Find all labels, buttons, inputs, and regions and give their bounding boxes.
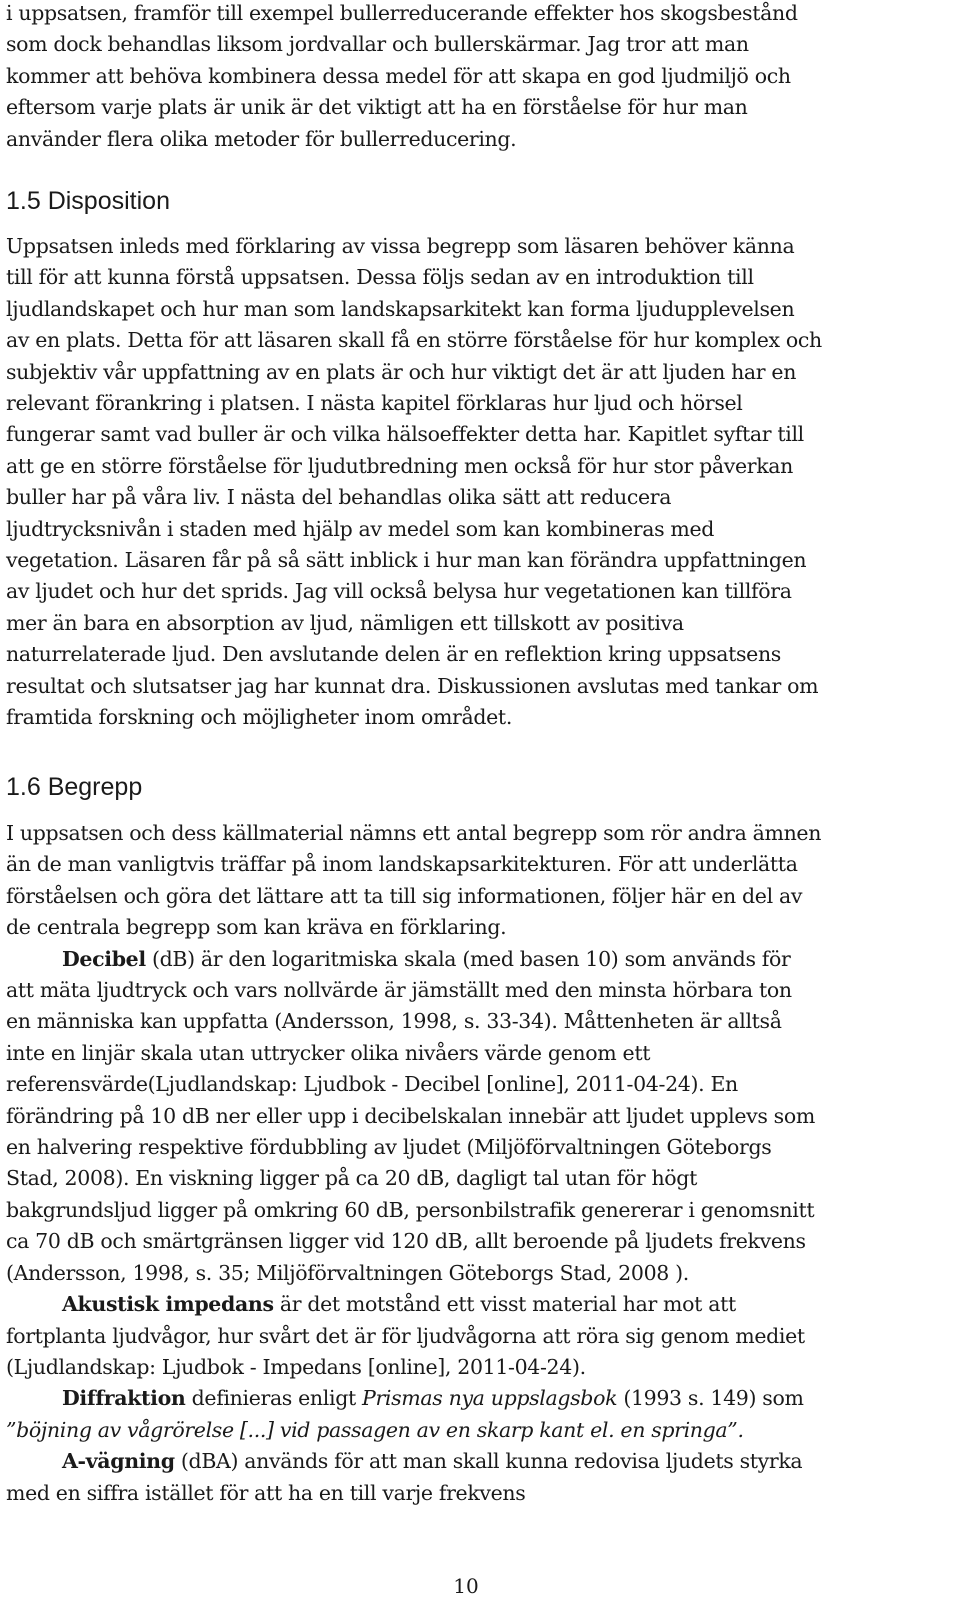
text-line: Uppsatsen inleds med förklaring av vissa begrepp som läsaren behöver känna xyxy=(6,234,795,258)
text-line: subjektiv vår uppfattning av en plats är och hur viktigt det är att ljuden har en xyxy=(6,359,797,384)
definition-decibel xyxy=(6,944,946,975)
text-line: ca 70 dB och smärtgränsen ligger vid 120 dB, allt beroende på ljudets frekvens xyxy=(6,1229,806,1254)
begrepp-section xyxy=(6,818,946,1509)
text-line: en människa kan uppfatta (Andersson, 1998, s. 33-34). Måttenheten är alltså xyxy=(6,1009,782,1034)
text-line: inte en linjär skala utan uttrycker olika nivåers värde genom ett xyxy=(6,1040,651,1065)
text-line: framtida forskning och möjligheter inom området. xyxy=(6,705,512,730)
text-line: fungerar samt vad buller är och vilka hälsoeffekter detta har. Kapitlet syftar till xyxy=(6,422,804,447)
text-line: de centrala begrepp som kan kräva en förklaring. xyxy=(6,915,507,940)
text-line: naturrelaterade ljud. Den avslutande delen är en reflektion kring uppsatsens xyxy=(6,642,781,667)
definition-impedans xyxy=(6,1289,946,1320)
term-a-vagning: A-vägning xyxy=(62,1449,175,1474)
text-line: resultat och slutsatser jag har kunnat dra. Diskussionen avslutas med tankar om xyxy=(6,673,819,698)
text-line: med en siffra istället för att ha en till varje frekvens xyxy=(6,1480,526,1505)
text-line: referensvärde(Ljudlandskap: Ljudbok - Decibel [online], 2011-04-24). En xyxy=(6,1072,738,1097)
page-number: 10 xyxy=(453,1574,479,1598)
definition-a-vagning xyxy=(6,1446,946,1477)
source-title: Prismas nya uppslagsbok xyxy=(362,1386,618,1411)
text-line: än de man vanligtvis träffar på inom landskapsarkitekturen. För att underlätta xyxy=(6,852,798,877)
text-line: buller har på våra liv. I nästa del behandlas olika sätt att reducera xyxy=(6,485,672,510)
definition-text: definieras enligt xyxy=(185,1386,363,1411)
text-line: av ljudet och hur det sprids. Jag vill också belysa hur vegetationen kan tillföra xyxy=(6,579,792,604)
definition-text: är det motstånd ett visst material har mot att xyxy=(273,1292,736,1317)
section-heading-disposition: 1.5 Disposition xyxy=(6,187,170,215)
intro-paragraph xyxy=(6,0,946,155)
text-line: ljudlandskapet och hur man som landskapsarkitekt kan forma ljudupplevelsen xyxy=(6,296,795,321)
text-line: (Ljudlandskap: Ljudbok - Impedans [online], 2011-04-24). xyxy=(6,1354,586,1379)
text-line: av en plats. Detta för att läsaren skall få en större förståelse för hur komplex och xyxy=(6,328,822,353)
quote-text: ”böjning av vågrörelse [...] vid passagen av en skarp kant el. en springa”. xyxy=(6,1417,744,1442)
quote-line xyxy=(6,1415,946,1446)
disposition-paragraph xyxy=(6,231,946,734)
text-line: relevant förankring i platsen. I nästa kapitel förklaras hur ljud och hörsel xyxy=(6,391,743,416)
term-impedans: Akustisk impedans xyxy=(62,1292,274,1317)
text-line: att ge en större förståelse för ljudutbredning men också för hur stor påverkan xyxy=(6,453,794,478)
text-line: använder flera olika metoder för bullerreducering. xyxy=(6,126,517,151)
text-line: ljudtrycksnivån i staden med hjälp av medel som kan kombineras med xyxy=(6,516,715,541)
text-line: mer än bara en absorption av ljud, nämligen ett tillskott av positiva xyxy=(6,610,684,635)
term-diffraktion: Diffraktion xyxy=(62,1386,186,1411)
definition-text: (dB) är den logaritmiska skala (med basen 10) som används för xyxy=(145,946,791,971)
definition-text: (1993 s. 149) som xyxy=(617,1386,804,1411)
text-line: vegetation. Läsaren får på så sätt inblick i hur man kan förändra uppfattningen xyxy=(6,548,807,573)
text-line: i uppsatsen, framför till exempel bullerreducerande effekter hos skogsbestånd xyxy=(6,1,798,25)
text-line: Stad, 2008). En viskning ligger på ca 20 dB, dagligt tal utan för högt xyxy=(6,1166,697,1191)
term-decibel: Decibel xyxy=(62,946,146,971)
text-line: I uppsatsen och dess källmaterial nämns ett antal begrepp som rör andra ämnen xyxy=(6,821,822,845)
text-line: en halvering respektive fördubbling av ljudet (Miljöförvaltningen Göteborgs xyxy=(6,1135,772,1160)
text-line: eftersom varje plats är unik är det viktigt att ha en förståelse för hur man xyxy=(6,95,748,120)
definition-diffraktion xyxy=(6,1383,946,1414)
text-line: till för att kunna förstå uppsatsen. Dessa följs sedan av en introduktion till xyxy=(6,265,754,290)
text-line: kommer att behöva kombinera dessa medel för att skapa en god ljudmiljö och xyxy=(6,63,791,88)
text-line: fortplanta ljudvågor, hur svårt det är för ljudvågorna att röra sig genom mediet xyxy=(6,1323,805,1348)
text-line: (Andersson, 1998, s. 35; Miljöförvaltningen Göteborgs Stad, 2008 ). xyxy=(6,1260,689,1285)
text-line: som dock behandlas liksom jordvallar och bullerskärmar. Jag tror att man xyxy=(6,32,749,57)
text-line: förståelsen och göra det lättare att ta till sig informationen, följer här en del av xyxy=(6,883,803,908)
text-line: att mäta ljudtryck och vars nollvärde är jämställt med den minsta hörbara ton xyxy=(6,978,792,1003)
text-line: bakgrundsljud ligger på omkring 60 dB, personbilstrafik genererar i genomsnitt xyxy=(6,1197,815,1222)
text-line: förändring på 10 dB ner eller upp i decibelskalan innebär att ljudet upplevs som xyxy=(6,1103,815,1128)
section-heading-begrepp: 1.6 Begrepp xyxy=(6,773,143,801)
definition-text: (dBA) används för att man skall kunna redovisa ljudets styrka xyxy=(174,1449,803,1474)
